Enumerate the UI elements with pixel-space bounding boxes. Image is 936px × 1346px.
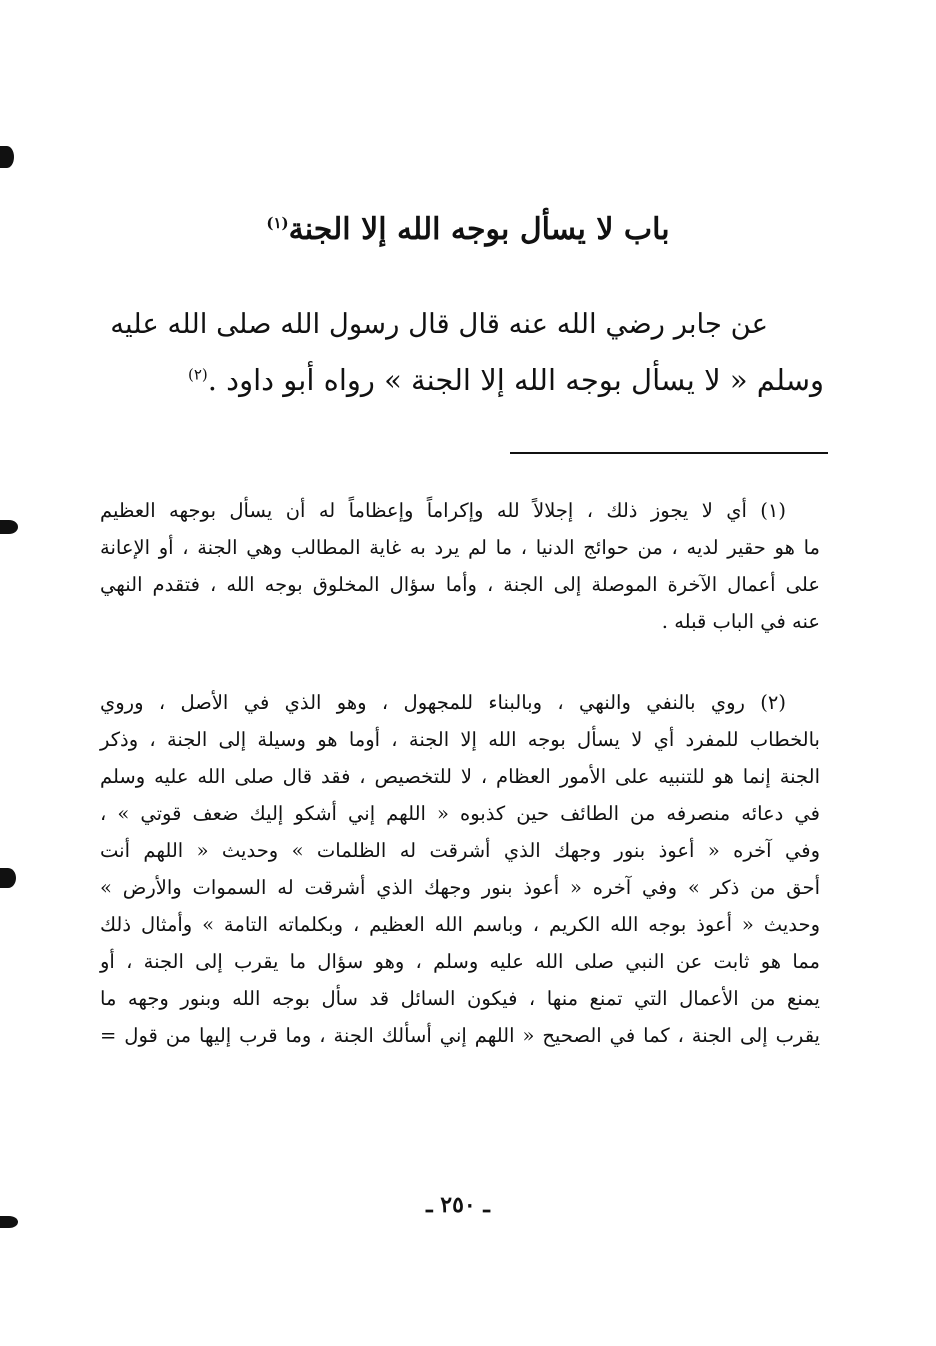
footnote-separator — [510, 452, 828, 454]
footnote-2-line: مما هو ثابت عن النبي صلى الله عليه وسلم ، وهو سؤال ما يقرب إلى الجنة ، أو — [100, 950, 820, 973]
footnote-1 — [100, 492, 820, 640]
footnote-2-line: وحديث « أعوذ بوجه الله الكريم ، وباسم الله العظيم ، وبكلماته التامة » وأمثال ذلك — [100, 913, 820, 936]
footnote-1-line: ما هو حقير لديه ، من حوائج الدنيا ، ما لم يرد به غاية المطالب وهي الجنة ، أو الإعانة — [100, 536, 820, 559]
hadith-line-2-text: وسلم « لا يسأل بوجه الله إلا الجنة » رواه أبو داود . — [207, 363, 824, 397]
page-number: ـ ٢٥٠ ـ — [426, 1192, 490, 1218]
hadith-line-2 — [100, 352, 824, 408]
footnote-2 — [100, 684, 820, 1054]
title-footnote-ref: (١) — [266, 214, 289, 232]
scan-edge-mark-2 — [0, 520, 18, 534]
footnotes — [100, 492, 820, 1054]
footnote-1-line: (١) أي لا يجوز ذلك ، إجلالاً لله وإكراماً وإعظاماً له أن يسأل بوجهه العظيم — [100, 499, 786, 522]
footnote-2-line: يقرب إلى الجنة ، كما في الصحيح « اللهم إني أسألك الجنة ، وما قرب إليها من قول = — [100, 1024, 820, 1047]
footnote-2-line: أحق من ذكر » وفي آخره « أعوذ بنور وجهك الذي أشرقت له السموات والأرض » — [100, 876, 820, 899]
scan-edge-mark-3 — [0, 868, 16, 888]
footnote-1-line: على أعمال الآخرة الموصلة إلى الجنة ، وأما سؤال المخلوق بوجه الله ، فتقدم النهي — [100, 573, 820, 596]
chapter-title — [150, 208, 786, 252]
hadith-text — [100, 296, 824, 408]
footnote-2-line: بالخطاب للمفرد أي لا يسأل بوجه الله إلا الجنة ، أوما هو وسيلة إلى الجنة ، وذكر — [100, 728, 820, 751]
footnote-2-line: في دعائه منصرفه من الطائف حين كذبوه « اللهم إني أشكو إليك ضعف قوتي » ، — [100, 802, 820, 825]
footnote-1-line: عنه في الباب قبله . — [661, 610, 820, 633]
footnote-2-line: وفي آخره « أعوذ بنور وجهك الذي أشرقت له الظلمات » وحديث « اللهم أنت — [100, 839, 820, 862]
footnote-gap — [100, 640, 820, 684]
scan-edge-mark-4 — [0, 1216, 18, 1228]
hadith-footnote-ref: (٢) — [187, 365, 208, 384]
footnote-2-line: الجنة إنما هو للتنبيه على الأمور العظام ، لا للتخصيص ، فقد قال صلى الله عليه وسلم — [100, 765, 820, 788]
footnote-2-line: يمنع من الأعمال التي تمنع منها ، فيكون السائل قد سأل بوجه الله وبنور وجهه ما — [100, 987, 820, 1010]
hadith-line-1: عن جابر رضي الله عنه قال قال رسول الله صلى الله عليه — [110, 308, 768, 340]
footnote-2-line: (٢) روي بالنفي والنهي ، وبالبناء للمجهول ، وهو الذي في الأصل ، وروي — [100, 691, 786, 714]
scan-edge-mark-1 — [0, 146, 14, 168]
chapter-title-text: باب لا يسأل بوجه الله إلا الجنة — [288, 212, 670, 247]
